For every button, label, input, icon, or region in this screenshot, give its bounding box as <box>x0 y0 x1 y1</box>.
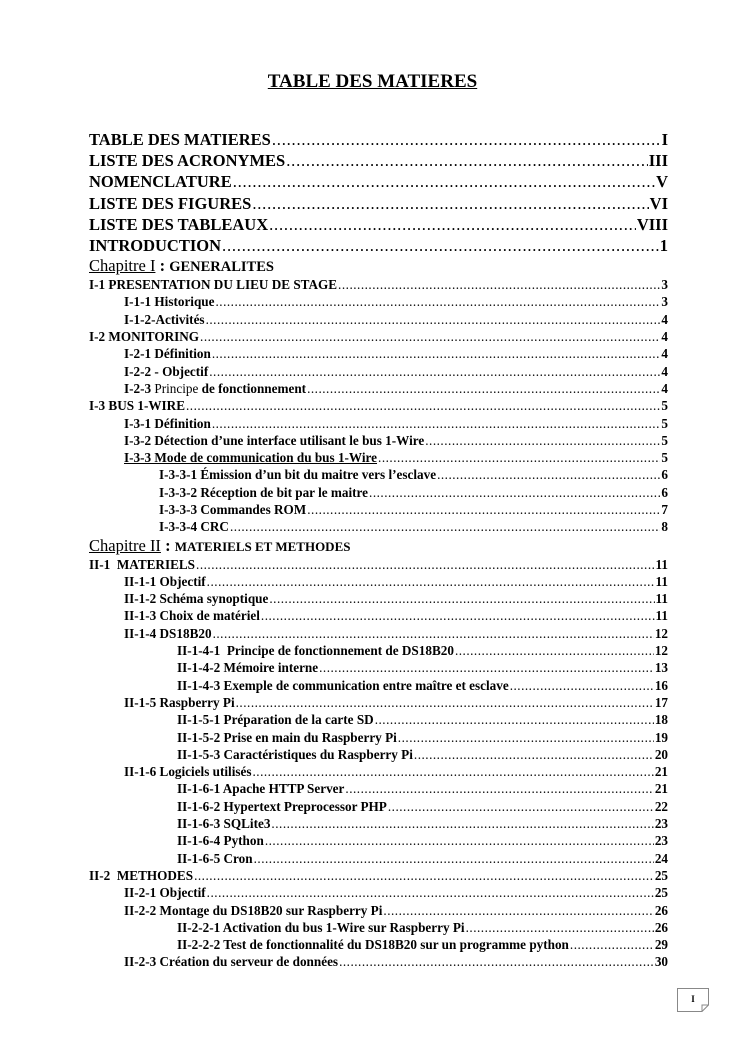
toc-entry-label: II-1-5-1 Préparation de la carte SD <box>177 712 374 728</box>
toc-entry-label: I-1-1 Historique <box>124 294 215 310</box>
toc-entry-label: II-1-5-2 Prise en main du Raspberry Pi <box>177 729 397 745</box>
toc-entry[interactable] <box>89 328 668 345</box>
toc-entry-label: NOMENCLATURE <box>89 172 232 192</box>
toc-entry[interactable] <box>89 363 668 380</box>
toc-entry-label: II-2-1 Objectif <box>124 885 206 901</box>
toc-entry-label: II-1-6 Logiciels utilisés <box>124 764 252 780</box>
toc-entry[interactable] <box>89 694 668 711</box>
toc-entry[interactable] <box>89 607 668 624</box>
chapter-name: Chapitre II <box>89 535 161 555</box>
toc-entry[interactable] <box>89 953 668 970</box>
toc-entry-page: VIII <box>636 214 668 234</box>
toc-entry-label: II-1-5-3 Caractéristiques du Raspberry Pi <box>177 746 413 762</box>
toc-entry-label: II-1-1 Objectif <box>124 573 206 589</box>
toc-entry[interactable] <box>89 415 668 432</box>
toc-entry-label: II-1-4-1 Principe de fonctionnement de DS18B20 <box>177 643 454 659</box>
toc-entry[interactable] <box>89 936 668 953</box>
toc-entry[interactable] <box>89 729 668 746</box>
toc-entry-page: 25 <box>654 885 668 901</box>
toc-entry-label: II-1-5 Raspberry Pi <box>124 694 235 710</box>
toc-entry-liste-des-acronymes[interactable] <box>89 150 668 171</box>
toc-entry[interactable] <box>89 276 668 293</box>
toc-entry-page: 4 <box>661 363 668 379</box>
toc-entry[interactable] <box>89 625 668 642</box>
toc-entry[interactable] <box>89 432 668 449</box>
toc-entry-label: I-2-1 Définition <box>124 346 211 362</box>
toc-entry-label: II-1-4 DS18B20 <box>124 625 212 641</box>
toc-entry-label: LISTE DES TABLEAUX <box>89 214 269 234</box>
toc-entry-page: 13 <box>654 660 668 676</box>
toc-entry[interactable] <box>89 832 668 849</box>
toc-entry-table-des-matieres[interactable] <box>89 129 668 150</box>
toc-entry-label: I-2-2 - Objectif <box>124 363 209 379</box>
toc-entry[interactable] <box>89 311 668 328</box>
toc-entry-page: 11 <box>655 608 668 624</box>
toc-entry-label: II-1-6-3 SQLite3 <box>177 816 271 832</box>
toc-entry-label: I-3-3-3 Commandes ROM <box>159 501 307 517</box>
toc-entry-label: I-1 PRESENTATION DU LIEU DE STAGE <box>89 277 338 293</box>
toc-entry-page: 12 <box>654 643 668 659</box>
toc-entry-page: 11 <box>655 591 668 607</box>
toc-entry[interactable] <box>89 397 668 414</box>
toc-entry-page: 26 <box>654 902 668 918</box>
toc-entry-page: 1 <box>659 235 668 255</box>
toc-entry[interactable] <box>89 659 668 676</box>
toc-entry-liste-des-tableaux[interactable] <box>89 214 668 235</box>
toc-entry[interactable] <box>89 867 668 884</box>
toc-entry-label: II-1-6-4 Python <box>177 833 264 849</box>
toc-entry-page: 25 <box>654 867 668 883</box>
toc-entry-label: II-1 MATERIELS <box>89 556 196 572</box>
toc-entry-page: 7 <box>661 501 668 517</box>
toc-entry[interactable] <box>89 798 668 815</box>
toc-entry-label: I-3-3 Mode de communication du bus 1-Wire <box>124 450 378 466</box>
toc-entry-label: INTRODUCTION <box>89 235 222 255</box>
toc-entry-label: I-3 BUS 1-WIRE <box>89 398 185 414</box>
toc-entry-introduction[interactable] <box>89 235 668 256</box>
toc-entry-label: II-1-6-5 Cron <box>177 850 253 866</box>
toc-entry-label: I-3-3-4 CRC <box>159 519 229 535</box>
toc-entry-page: 4 <box>661 311 668 327</box>
toc-entry[interactable] <box>89 746 668 763</box>
toc-entry-page: 16 <box>654 677 668 693</box>
toc-entry-label: II-2-2-2 Test de fonctionnalité du DS18B20 sur un programme python <box>177 937 569 953</box>
toc-entry[interactable] <box>89 484 668 501</box>
toc-entry-label: II-1-4-3 Exemple de communication entre maître et esclave <box>177 677 509 693</box>
toc-entry-page: 18 <box>654 712 668 728</box>
toc-entry-page: 11 <box>655 556 668 572</box>
toc-entry-page: 29 <box>654 937 668 953</box>
toc-entry-page: 5 <box>661 450 668 466</box>
toc-entry[interactable] <box>89 780 668 797</box>
toc-entry-label: I-3-2 Détection d’une interface utilisant le bus 1-Wire <box>124 432 425 448</box>
toc-entry-page: 23 <box>654 816 668 832</box>
toc-entry[interactable] <box>89 518 668 535</box>
toc-entry-label: LISTE DES ACRONYMES <box>89 151 286 171</box>
toc-entry[interactable] <box>89 642 668 659</box>
toc-entry-label: I-1-2-Activités <box>124 311 205 327</box>
toc-entry-page: V <box>656 172 668 192</box>
toc-entry[interactable] <box>89 884 668 901</box>
toc-entry-page: 22 <box>654 798 668 814</box>
toc-entry-label: I-2 MONITORING <box>89 329 200 345</box>
toc-entry[interactable] <box>89 293 668 310</box>
page-number: I <box>691 994 695 1004</box>
toc-entry-page: 4 <box>661 346 668 362</box>
toc-entry[interactable] <box>89 345 668 362</box>
page-title: TABLE DES MATIERES <box>267 71 478 92</box>
toc-entry-page: 4 <box>661 380 668 396</box>
toc-entry[interactable] <box>89 815 668 832</box>
page-number-badge <box>677 988 709 1012</box>
toc-entry-liste-des-figures[interactable] <box>89 193 668 214</box>
toc-entry[interactable] <box>89 850 668 867</box>
toc-entry-label: I-3-3-2 Réception de bit par le maitre <box>159 484 369 500</box>
toc-entry-page: 3 <box>661 277 668 293</box>
toc-entry-page: 24 <box>654 850 668 866</box>
toc-entry-page: 20 <box>654 746 668 762</box>
toc-entry-page: 5 <box>661 432 668 448</box>
toc-entry[interactable] <box>89 711 668 728</box>
toc-entry-page: 12 <box>654 625 668 641</box>
toc-entry-page: 21 <box>654 781 668 797</box>
toc-entry-label: I-2-3 Principe de fonctionnement <box>124 380 307 396</box>
toc-entry-label: II-1-4-2 Mémoire interne <box>177 660 319 676</box>
toc-entry-page: III <box>648 151 668 171</box>
toc-entry-page: 5 <box>661 415 668 431</box>
toc-entry[interactable] <box>89 919 668 936</box>
toc-entry[interactable] <box>89 677 668 694</box>
toc-entry-page: 17 <box>654 694 668 710</box>
toc-entry[interactable] <box>89 380 668 397</box>
toc-entry[interactable] <box>89 449 668 466</box>
chapter-heading-2[interactable]: Chapitre II : MATERIELS ET METHODES <box>89 535 351 555</box>
toc-entry-page: 4 <box>661 329 668 345</box>
toc-entry-label: II-2-2 Montage du DS18B20 sur Raspberry Pi <box>124 902 383 918</box>
toc-entry-label: II-2-3 Création du serveur de données <box>124 954 339 970</box>
toc-entry-page: 30 <box>654 954 668 970</box>
toc-entry[interactable] <box>89 556 668 573</box>
toc-entry-label: II-1-2 Schéma synoptique <box>124 591 269 607</box>
toc-entry-page: 23 <box>654 833 668 849</box>
toc-entry[interactable] <box>89 466 668 483</box>
toc-entry-page: 6 <box>661 467 668 483</box>
toc-entry-label: II-2 METHODES <box>89 867 194 883</box>
toc-entry-page: I <box>661 130 668 149</box>
toc-entry-page: VI <box>649 193 668 213</box>
toc-entry[interactable] <box>89 573 668 590</box>
toc-entry-label: LISTE DES FIGURES <box>89 193 252 213</box>
toc-entry-label: II-1-3 Choix de matériel <box>124 608 260 624</box>
toc-entry-page: 26 <box>654 919 668 935</box>
toc-entry[interactable] <box>89 590 668 607</box>
chapter-heading-1[interactable]: Chapitre I : GENERALITES <box>89 256 274 276</box>
toc-entry-label: II-1-6-2 Hypertext Preprocessor PHP <box>177 798 387 814</box>
chapter-title: GENERALITES <box>169 259 274 276</box>
toc-entry[interactable] <box>89 902 668 919</box>
toc-entry-page: 6 <box>661 484 668 500</box>
toc-entry[interactable] <box>89 763 668 780</box>
toc-entry[interactable] <box>89 501 668 518</box>
chapter-title: MATERIELS ET METHODES <box>174 538 351 554</box>
toc-entry-nomenclature[interactable] <box>89 171 668 192</box>
toc-entry-page: 11 <box>655 573 668 589</box>
table-of-contents <box>89 129 668 971</box>
toc-entry-page: 3 <box>661 294 668 310</box>
toc-entry-label: I-3-3-1 Émission d’un bit du maitre vers l’esclave <box>159 467 437 483</box>
toc-entry-label: TABLE DES MATIERES <box>89 130 271 149</box>
toc-entry-label: I-3-1 Définition <box>124 415 211 431</box>
toc-entry-page: 5 <box>661 398 668 414</box>
toc-entry-page: 21 <box>654 764 668 780</box>
toc-entry-page: 8 <box>661 519 668 535</box>
toc-entry-label: II-2-2-1 Activation du bus 1-Wire sur Raspberry Pi <box>177 919 465 935</box>
toc-entry-label: II-1-6-1 Apache HTTP Server <box>177 781 345 797</box>
chapter-name: Chapitre I <box>89 256 156 276</box>
toc-entry-page: 19 <box>654 729 668 745</box>
